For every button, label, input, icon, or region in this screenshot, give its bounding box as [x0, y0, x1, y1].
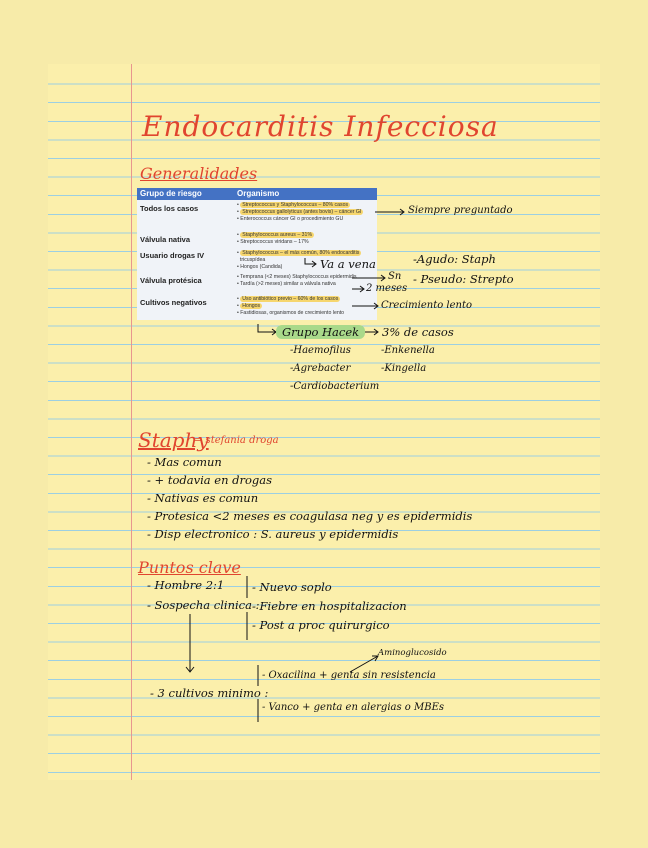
- hacek-item: -Cardiobacterium: [290, 381, 380, 392]
- note-hacek: Grupo Hacek: [276, 325, 365, 339]
- hacek-item: -Agrebacter: [290, 363, 351, 374]
- row-group: Cultivos negativos: [140, 298, 207, 307]
- note-crecimiento: Crecimiento lento: [381, 300, 473, 311]
- sospecha-item: - Fiebre en hospitalizacion: [252, 599, 407, 613]
- organism-item: Streptococcus viridans – 17%: [240, 239, 309, 245]
- note-aminoglucosido: Aminoglucosido: [378, 648, 447, 658]
- section-generalidades: Generalidades: [140, 164, 258, 183]
- row-organisms: • Temprana (<2 meses) Staphylococcus epidermidis • Tardía (>2 meses) similar a válvula nativa: [237, 274, 357, 287]
- row-group: Válvula protésica: [140, 276, 202, 285]
- row-organisms: • Streptococcus y Staphylococcus – 80% casos • Streptococcus gallolyticus (antes bovis) – cáncer GI • Enterococcus cáncer GI o procedimiento GU: [237, 202, 362, 222]
- organism-item: Staphylococcus aureus – 31%: [242, 232, 313, 238]
- organism-item: Temprana (<2 meses) Staphylococcus epidermidis: [240, 274, 357, 280]
- tratamiento-item: - Vanco + genta en alergias o MBEs: [262, 702, 445, 713]
- staphy-item: - Mas comun: [147, 455, 222, 469]
- row-organisms: • Staphylococcus – el más común, 80% endocarditis tricuspídea • Hongos (Candida): [237, 250, 360, 270]
- hacek-item: -Enkenella: [381, 345, 435, 356]
- row-group: Todos los casos: [140, 204, 199, 213]
- note-sn: Sn: [388, 271, 402, 282]
- section-staphy: Staphy: [138, 428, 209, 452]
- hacek-item: -Kingella: [381, 363, 427, 374]
- organism-item: Staphylococcus – el más común, 80% endocarditis: [242, 250, 360, 256]
- section-puntos-clave: Puntos clave: [138, 558, 241, 577]
- staphy-subtitle: = stefania droga: [194, 435, 279, 446]
- row-group: Usuario drogas IV: [140, 251, 205, 260]
- table-header-organism: Organismo: [234, 188, 377, 200]
- organism-item: tricuspídea: [239, 257, 266, 263]
- punto-item: - 3 cultivos minimo :: [150, 686, 269, 700]
- punto-item: - Sospecha clinica :: [147, 598, 260, 612]
- staphy-item: - Disp electronico : S. aureus y epidermidis: [147, 527, 399, 541]
- staphy-item: - Protesica <2 meses es coagulasa neg y es epidermidis: [147, 509, 473, 523]
- organism-item: Hongos: [242, 303, 261, 309]
- organism-item: Enterococcus cáncer GI o procedimiento GU: [240, 216, 344, 222]
- row-organisms: • Staphylococcus aureus – 31% • Streptococcus viridans – 17%: [237, 232, 313, 245]
- staphy-item: - + todavia en drogas: [147, 473, 273, 487]
- organism-item: Tardía (>2 meses) similar a válvula nativa: [240, 281, 336, 287]
- page-title: Endocarditis Infecciosa: [142, 110, 499, 143]
- punto-item: - Hombre 2:1: [147, 578, 225, 592]
- row-organisms: • Uso antibiótico previo – 60% de los casos • Hongos • Fastidiosas, organismos de crecimiento lento: [237, 296, 345, 316]
- note-siempre: Siempre preguntado: [408, 205, 513, 216]
- hacek-item: -Haemofilus: [290, 345, 351, 356]
- note-agudo: -Agudo: Staph: [413, 252, 496, 266]
- row-group: Válvula nativa: [140, 235, 191, 244]
- organism-item: Uso antibiótico previo – 60% de los casos: [242, 296, 339, 302]
- sospecha-item: - Nuevo soplo: [252, 580, 332, 594]
- note-vena: Va a vena: [320, 257, 376, 271]
- organism-item: Streptococcus y Staphylococcus – 80% casos: [242, 202, 349, 208]
- table-header-group: Grupo de riesgo: [137, 188, 234, 200]
- staphy-item: - Nativas es comun: [147, 491, 259, 505]
- organism-item: Hongos (Candida): [240, 264, 283, 270]
- organism-item: Fastidiosas, organismos de crecimiento lento: [240, 310, 345, 316]
- note-porcentaje: 3% de casos: [382, 325, 454, 339]
- tratamiento-item: - Oxacilina + genta sin resistencia: [262, 670, 436, 681]
- organism-item: Streptococcus gallolyticus (antes bovis) – cáncer GI: [242, 209, 362, 215]
- sospecha-item: - Post a proc quirurgico: [252, 618, 390, 632]
- note-2meses: 2 meses: [366, 283, 408, 294]
- note-pseudo: - Pseudo: Strepto: [413, 272, 514, 286]
